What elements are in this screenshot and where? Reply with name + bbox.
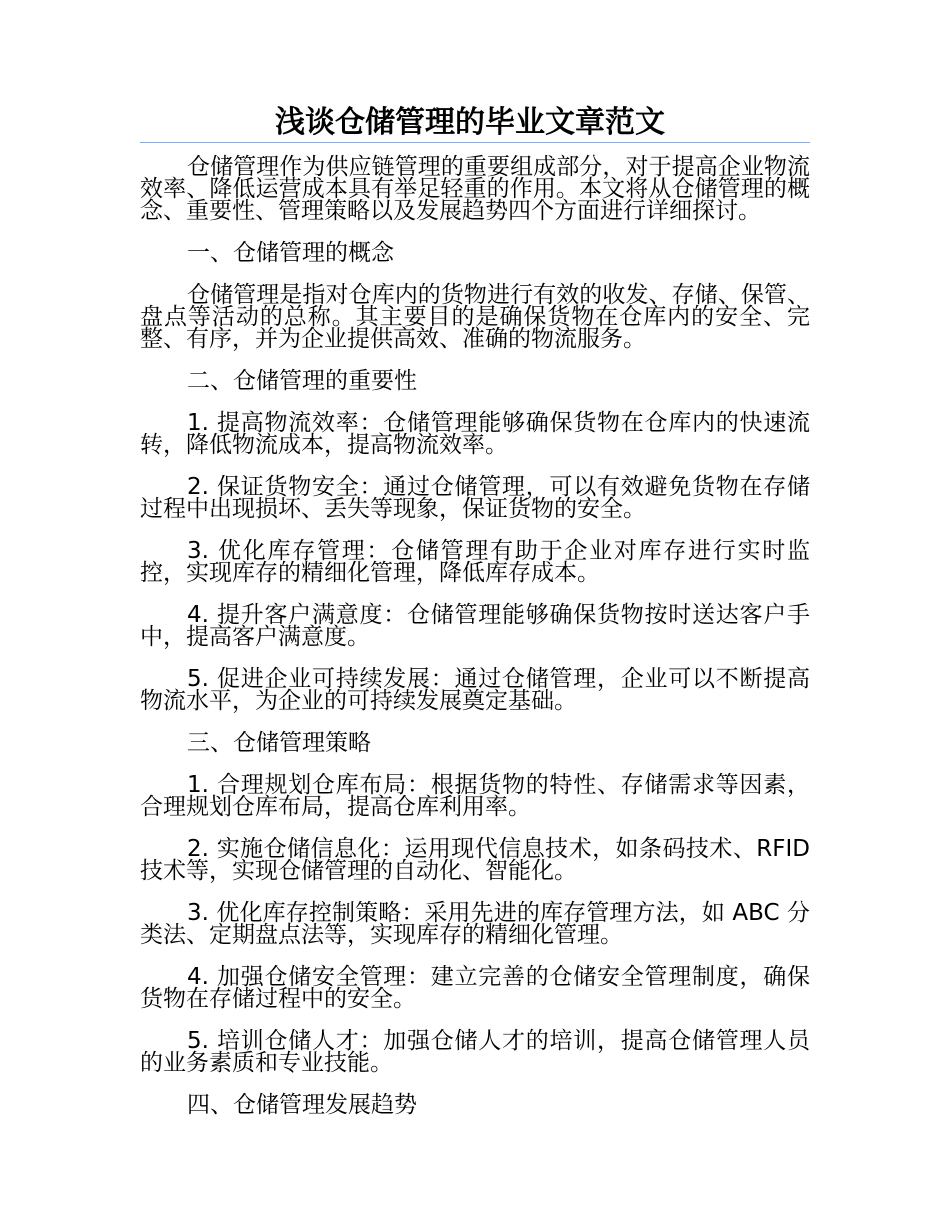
section-heading-importance: 二、仓储管理的重要性 [187,368,417,394]
intro-paragraph: 仓储管理作为供应链管理的重要组成部分，对于提高企业物流效率、降低运营成本具有举足轻重的作用。本文将从仓储管理的概念、重要性、管理策略以及发展趋势四个方面进行详细探讨。 [140,154,810,224]
title-block [140,104,810,143]
section-heading-trend: 四、仓储管理发展趋势 [187,1092,417,1118]
section-heading-strategy: 三、仓储管理策略 [187,730,371,756]
document-title: 浅谈仓储管理的毕业文章范文 [275,105,665,140]
importance-item-3: 3. 优化库存管理：仓储管理有助于企业对库存进行实时监控，实现库存的精细化管理，降低库存成本。 [140,538,810,586]
strategy-item-1: 1. 合理规划仓库布局：根据货物的特性、存储需求等因素，合理规划仓库布局，提高仓库利用率。 [140,772,810,820]
concept-paragraph: 仓储管理是指对仓库内的货物进行有效的收发、存储、保管、盘点等活动的总称。其主要目的是确保货物在仓库内的安全、完整、有序，并为企业提供高效、准确的物流服务。 [140,282,810,352]
strategy-item-4: 4. 加强仓储安全管理：建立完善的仓储安全管理制度，确保货物在存储过程中的安全。 [140,964,810,1012]
strategy-item-3: 3. 优化库存控制策略：采用先进的库存管理方法，如 ABC 分类法、定期盘点法等，实现库存的精细化管理。 [140,900,810,948]
importance-item-2: 2. 保证货物安全：通过仓储管理，可以有效避免货物在存储过程中出现损坏、丢失等现象，保证货物的安全。 [140,474,810,522]
importance-item-5: 5. 促进企业可持续发展：通过仓储管理，企业可以不断提高物流水平，为企业的可持续发展奠定基础。 [140,666,810,714]
strategy-item-2: 2. 实施仓储信息化：运用现代信息技术，如条码技术、RFID 技术等，实现仓储管理的自动化、智能化。 [140,836,810,884]
importance-item-4: 4. 提升客户满意度：仓储管理能够确保货物按时送达客户手中，提高客户满意度。 [140,602,810,650]
strategy-item-5: 5. 培训仓储人才：加强仓储人才的培训，提高仓储管理人员的业务素质和专业技能。 [140,1028,810,1076]
document-body [140,156,810,1136]
importance-item-1: 1. 提高物流效率：仓储管理能够确保货物在仓库内的快速流转，降低物流成本，提高物流效率。 [140,410,810,458]
section-heading-concept: 一、仓储管理的概念 [187,240,394,266]
